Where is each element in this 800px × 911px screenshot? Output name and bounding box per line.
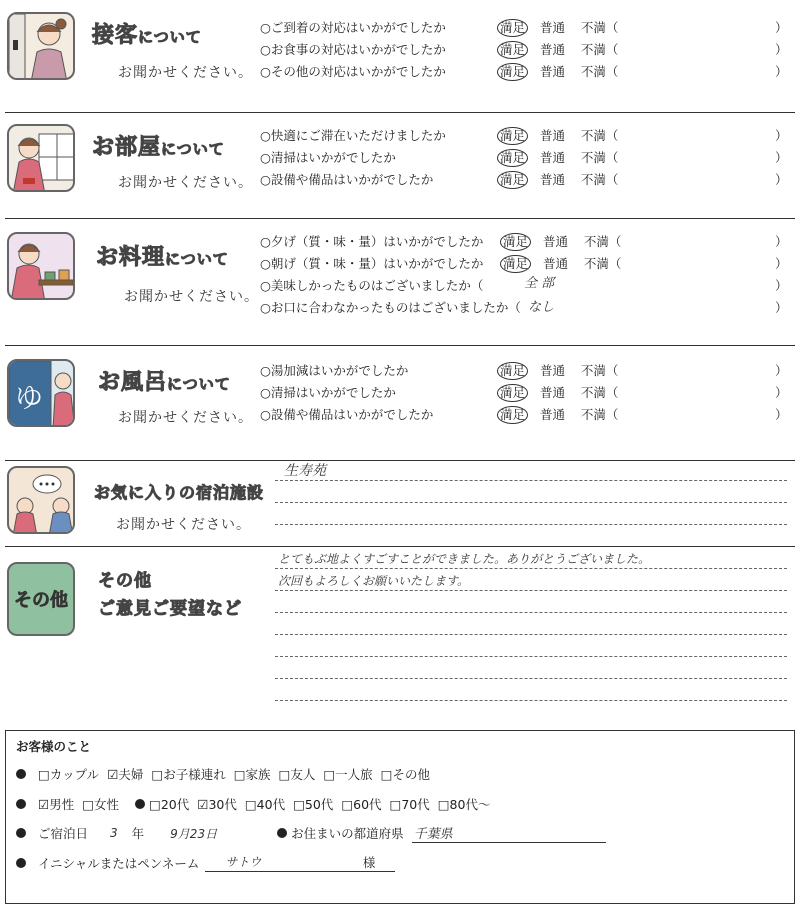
answer-line (275, 590, 787, 591)
section-title-2: ご意見ご要望など (98, 599, 242, 619)
answer-line (275, 568, 787, 569)
rating-options[interactable]: 満足 普通 不満（ (497, 147, 618, 169)
option-good-selected[interactable]: 満足 (497, 149, 528, 167)
checkbox-male-checked[interactable]: ☑男性 (38, 797, 75, 812)
option-bad[interactable]: 不満 (580, 172, 606, 187)
close-paren: ） (775, 20, 788, 35)
name-field[interactable] (205, 853, 395, 872)
close-paren: ） (775, 278, 788, 293)
close-paren: ） (775, 172, 788, 187)
question: ○清掃はいかがでしたか (260, 385, 396, 400)
section-title: 接客について (92, 23, 202, 48)
other-badge-label: その他 (14, 590, 68, 611)
close-paren: ） (775, 128, 788, 143)
prefecture-field[interactable]: 千葉県 (412, 823, 606, 843)
question: ○お食事の対応はいかがでしたか (260, 42, 446, 57)
customer-info-box (5, 730, 795, 904)
section-subtitle: お聞かせください。 (124, 289, 259, 305)
checkbox-couple[interactable]: □カップル (38, 767, 100, 782)
handwritten-lodging-name: 生寿苑 (284, 463, 326, 479)
option-normal[interactable]: 普通 (539, 150, 565, 165)
woman-food-icon (9, 234, 75, 300)
close-paren: ） (775, 300, 788, 315)
section-subtitle: お聞かせください。 (118, 175, 253, 191)
section-subtitle: お聞かせください。 (118, 410, 253, 426)
section-room (0, 112, 800, 218)
name-label: イニシャルまたはペンネーム (38, 855, 200, 871)
answer-line (275, 612, 787, 613)
checkbox-age-20s[interactable]: □20代 (149, 797, 190, 812)
checkbox-age-50s[interactable]: □50代 (293, 797, 334, 812)
name-row (16, 853, 395, 872)
checkbox-age-80s[interactable]: □80代〜 (437, 797, 491, 812)
close-paren: ） (775, 234, 788, 249)
section-bath (0, 345, 800, 460)
answer-line (275, 502, 787, 503)
answer-line (275, 480, 787, 481)
close-paren: ） (775, 407, 788, 422)
companion-row (16, 765, 438, 783)
option-bad[interactable]: 不満 (580, 407, 606, 422)
close-paren: ） (775, 385, 788, 400)
stay-date-label: ご宿泊日 (38, 826, 89, 841)
answer-line (275, 678, 787, 679)
question: ○朝げ（質・味・量）はいかがでしたか (260, 256, 484, 271)
option-good-selected[interactable]: 満足 (497, 63, 528, 81)
rating-options[interactable]: 満足 普通 不満（ (497, 360, 618, 382)
option-normal[interactable]: 普通 (539, 385, 565, 400)
customer-heading: お客様のこと (16, 739, 92, 754)
rating-options[interactable]: 満足 普通 不満（ (497, 61, 618, 83)
question: ○快適にご滞在いただけましたか (260, 128, 446, 143)
section-service (0, 0, 800, 110)
close-paren: ） (775, 256, 788, 271)
speech-bubble-icon (9, 468, 75, 534)
section-title: お部屋について (92, 135, 225, 160)
option-good-selected[interactable]: 満足 (497, 41, 528, 59)
rating-options[interactable]: 満足 普通 不満（ (500, 231, 621, 253)
prefecture-label: お住まいの都道府県 (291, 826, 404, 841)
option-normal[interactable]: 普通 (539, 128, 565, 143)
option-bad[interactable]: 不満 (580, 20, 606, 35)
year-unit: 年 (131, 826, 145, 841)
checkbox-age-60s[interactable]: □60代 (341, 797, 382, 812)
option-normal[interactable]: 普通 (542, 256, 568, 271)
answer-line (275, 700, 787, 701)
option-bad[interactable]: 不満 (580, 42, 606, 57)
chat-illustration (7, 466, 75, 534)
section-cuisine (0, 218, 800, 344)
option-normal[interactable]: 普通 (539, 407, 565, 422)
checkbox-age-30s-checked[interactable]: ☑30代 (197, 797, 237, 812)
question: ○お口に合わなかったものはございましたか（ (260, 300, 521, 315)
rating-options[interactable]: 満足 普通 不満（ (497, 382, 618, 404)
rating-options[interactable]: 満足 普通 不満（ (497, 17, 618, 39)
gender-age-row (16, 795, 498, 813)
question: ○設備や備品はいかがでしたか (260, 407, 434, 422)
stay-row (16, 823, 606, 843)
question: ○ご到着の対応はいかがでしたか (260, 20, 446, 35)
rating-options[interactable]: 満足 普通 不満（ (500, 253, 621, 275)
option-bad[interactable]: 不満 (580, 363, 606, 378)
option-bad[interactable]: 不満 (583, 256, 609, 271)
checkbox-family[interactable]: □家族 (233, 767, 271, 782)
option-bad[interactable]: 不満 (580, 150, 606, 165)
cuisine-illustration (7, 232, 75, 300)
option-normal[interactable]: 普通 (539, 172, 565, 187)
question: ○湯加減はいかがでしたか (260, 363, 409, 378)
section-subtitle: お聞かせください。 (116, 517, 251, 533)
receptionist-illustration (7, 12, 75, 80)
section-subtitle: お聞かせください。 (118, 65, 253, 81)
bath-illustration (7, 359, 75, 427)
close-paren: ） (775, 150, 788, 165)
close-paren: ） (775, 64, 788, 79)
bath-curtain-icon (9, 361, 75, 427)
section-title: その他 (98, 571, 152, 591)
bullet-icon (16, 858, 26, 868)
section-favorite-lodging (0, 460, 800, 545)
section-title: お風呂について (98, 370, 231, 395)
option-normal[interactable]: 普通 (542, 234, 568, 249)
close-paren: ） (775, 42, 788, 57)
option-good-selected[interactable]: 満足 (497, 362, 528, 380)
checkbox-other[interactable]: □その他 (380, 767, 430, 782)
option-normal[interactable]: 普通 (539, 42, 565, 57)
bullet-icon (135, 799, 145, 809)
question: ○清掃はいかがでしたか (260, 150, 396, 165)
option-good-selected[interactable]: 満足 (497, 384, 528, 402)
option-good-selected[interactable]: 満足 (497, 19, 528, 37)
option-good-selected[interactable]: 満足 (500, 255, 531, 273)
section-title: お料理について (96, 245, 229, 270)
question: ○美味しかったものはございましたか（ (260, 278, 484, 293)
bullet-icon (16, 828, 26, 838)
option-good-selected[interactable]: 満足 (497, 406, 528, 424)
option-good-selected[interactable]: 満足 (497, 127, 528, 145)
woman-icon (9, 14, 75, 80)
option-good-selected[interactable]: 満足 (500, 233, 531, 251)
bullet-icon (16, 799, 26, 809)
option-bad[interactable]: 不満 (580, 64, 606, 79)
option-normal[interactable]: 普通 (539, 20, 565, 35)
checkbox-age-40s[interactable]: □40代 (244, 797, 286, 812)
woman-room-icon (9, 126, 75, 192)
other-badge (7, 562, 75, 636)
handwritten-comment-line-2: 次回もよろしくお願いいたします。 (278, 574, 470, 588)
option-bad[interactable]: 不満 (583, 234, 609, 249)
option-normal[interactable]: 普通 (539, 64, 565, 79)
rating-options[interactable]: 満足 普通 不満（ (497, 404, 618, 426)
section-other-comments (0, 546, 800, 726)
svg-text:ゆ: ゆ (15, 381, 44, 414)
rating-options[interactable]: 満足 普通 不満（ (497, 39, 618, 61)
name-value: サトウ (225, 855, 262, 869)
checkbox-solo[interactable]: □一人旅 (323, 767, 373, 782)
answer-line (275, 634, 787, 635)
question: ○その他の対応はいかがでしたか (260, 64, 446, 79)
rating-options[interactable]: 満足 普通 不満（ (497, 169, 618, 191)
close-paren: ） (775, 363, 788, 378)
checkbox-friends[interactable]: □友人 (278, 767, 316, 782)
bullet-icon (277, 828, 287, 838)
checkbox-age-70s[interactable]: □70代 (389, 797, 430, 812)
question: ○夕げ（質・味・量）はいかがでしたか (260, 234, 484, 249)
answer-line (275, 524, 787, 525)
rating-options[interactable]: 満足 普通 不満（ (497, 125, 618, 147)
option-bad[interactable]: 不満 (580, 385, 606, 400)
handwritten-favorite-food: 全 部 (524, 276, 555, 291)
section-title: お気に入りの宿泊施設 (94, 483, 265, 502)
answer-line (275, 656, 787, 657)
checkbox-with-children[interactable]: □お子様連れ (151, 767, 226, 782)
option-bad[interactable]: 不満 (580, 128, 606, 143)
checkbox-married-checked[interactable]: ☑夫婦 (107, 767, 144, 782)
stay-date-value[interactable]: 9月23日 (170, 826, 218, 841)
checkbox-female[interactable]: □女性 (82, 797, 120, 812)
question: ○設備や備品はいかがでしたか (260, 172, 434, 187)
option-good-selected[interactable]: 満足 (497, 171, 528, 189)
room-illustration (7, 124, 75, 192)
option-normal[interactable]: 普通 (539, 363, 565, 378)
handwritten-comment-line-1: とてもぶ地よくすごすことができました。ありがとうございました。 (278, 552, 651, 566)
stay-year-value[interactable]: 3 (110, 826, 118, 840)
handwritten-disliked-food: なし (528, 300, 555, 315)
bullet-icon (16, 769, 26, 779)
name-suffix: 様 (362, 855, 376, 870)
